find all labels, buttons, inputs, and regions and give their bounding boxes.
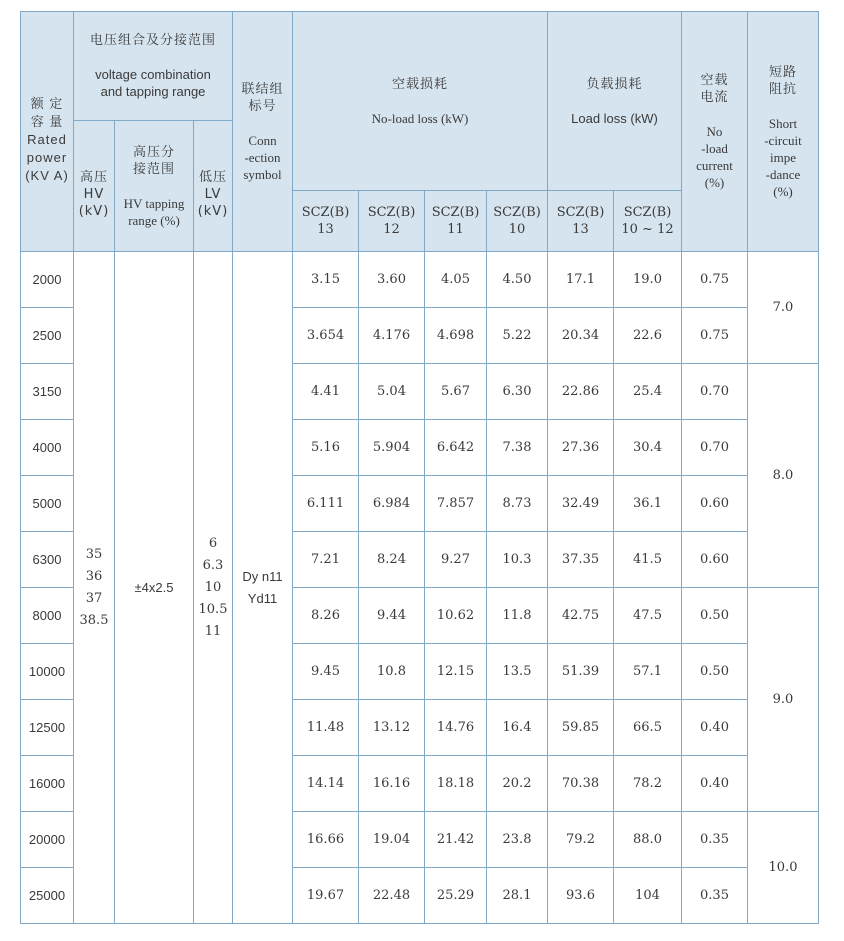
current-cell: 0.40: [682, 756, 748, 812]
nl12-cell: 9.44: [359, 588, 425, 644]
header-sub-ll13: SCZ(B) 13: [548, 191, 614, 252]
capacity-cell: 6300: [21, 532, 74, 588]
nl13-cell: 6.111: [293, 476, 359, 532]
nl11-cell: 4.05: [425, 252, 487, 308]
connection-values-cell: Dy n11 Yd11: [233, 252, 293, 924]
ll13-cell: 59.85: [548, 700, 614, 756]
header-load-loss-en: Load loss (kW): [571, 110, 658, 126]
header-hv-tapping: [115, 121, 194, 252]
header-noload-current-cn: 空载 电流: [700, 73, 729, 105]
header-sub-nl13: SCZ(B) 13: [293, 191, 359, 252]
ll13-cell: 32.49: [548, 476, 614, 532]
current-cell: 0.35: [682, 812, 748, 868]
header-voltage-combination: [74, 12, 233, 121]
ll13-cell: 93.6: [548, 868, 614, 924]
capacity-cell: 25000: [21, 868, 74, 924]
nl13-cell: 3.15: [293, 252, 359, 308]
ll13-cell: 17.1: [548, 252, 614, 308]
header-sub-ll1012: SCZ(B) 10 ~ 12: [614, 191, 682, 252]
header-hv: [74, 121, 115, 252]
header-rated-power: [21, 12, 74, 252]
impedance-cell: 7.0: [748, 252, 819, 364]
capacity-cell: 12500: [21, 700, 74, 756]
current-cell: 0.75: [682, 308, 748, 364]
header-noload-loss-en: No-load loss (kW): [371, 110, 469, 126]
ll1012-cell: 88.0: [614, 812, 682, 868]
current-cell: 0.40: [682, 700, 748, 756]
nl13-cell: 8.26: [293, 588, 359, 644]
capacity-cell: 16000: [21, 756, 74, 812]
header-connection-symbol: [233, 12, 293, 252]
header-load-loss-cn: 负载损耗: [586, 76, 643, 92]
nl10-cell: 28.1: [487, 868, 548, 924]
nl10-cell: 8.73: [487, 476, 548, 532]
nl10-cell: 7.38: [487, 420, 548, 476]
header-hv-tapping-en: HV tapping range (%): [123, 195, 185, 228]
header-sub-nl12: SCZ(B) 12: [359, 191, 425, 252]
ll13-cell: 27.36: [548, 420, 614, 476]
header-noload-loss-cn: 空载损耗: [391, 76, 448, 92]
current-cell: 0.60: [682, 532, 748, 588]
nl12-cell: 3.60: [359, 252, 425, 308]
nl10-cell: 23.8: [487, 812, 548, 868]
nl12-cell: 5.904: [359, 420, 425, 476]
nl10-cell: 10.3: [487, 532, 548, 588]
capacity-cell: 10000: [21, 644, 74, 700]
current-cell: 0.50: [682, 588, 748, 644]
ll1012-cell: 25.4: [614, 364, 682, 420]
ll1012-cell: 104: [614, 868, 682, 924]
ll1012-cell: 66.5: [614, 700, 682, 756]
header-noload-current: [682, 12, 748, 252]
header-hv-label: 高压 HV (kV): [78, 170, 110, 219]
current-cell: 0.75: [682, 252, 748, 308]
nl13-cell: 16.66: [293, 812, 359, 868]
impedance-cell: 10.0: [748, 812, 819, 924]
ll1012-cell: 41.5: [614, 532, 682, 588]
nl13-cell: 5.16: [293, 420, 359, 476]
ll13-cell: 79.2: [548, 812, 614, 868]
header-sub-nl10: SCZ(B) 10: [487, 191, 548, 252]
header-voltage-combination-cn: 电压组合及分接范围: [89, 33, 216, 48]
nl13-cell: 11.48: [293, 700, 359, 756]
ll13-cell: 20.34: [548, 308, 614, 364]
ll1012-cell: 19.0: [614, 252, 682, 308]
header-sub-nl11: SCZ(B) 11: [425, 191, 487, 252]
nl11-cell: 4.698: [425, 308, 487, 364]
nl11-cell: 12.15: [425, 644, 487, 700]
header-connection-cn: 联结组 标号: [241, 81, 284, 114]
header-lv-label: 低压 LV (kV): [197, 170, 229, 219]
current-cell: 0.70: [682, 420, 748, 476]
nl11-cell: 9.27: [425, 532, 487, 588]
nl12-cell: 16.16: [359, 756, 425, 812]
ll1012-cell: 47.5: [614, 588, 682, 644]
hv-values-cell: 35 36 37 38.5: [74, 252, 115, 924]
capacity-cell: 8000: [21, 588, 74, 644]
capacity-cell: 5000: [21, 476, 74, 532]
ll1012-cell: 78.2: [614, 756, 682, 812]
lv-values-cell: 6 6.3 10 10.5 11: [194, 252, 233, 924]
header-connection-en: Conn -ection symbol: [243, 132, 282, 182]
ll1012-cell: 57.1: [614, 644, 682, 700]
header-short-circuit-cn: 短路 阻抗: [768, 64, 797, 97]
nl10-cell: 11.8: [487, 588, 548, 644]
header-voltage-combination-en: voltage combination and tapping range: [95, 67, 211, 99]
capacity-cell: 4000: [21, 420, 74, 476]
nl11-cell: 21.42: [425, 812, 487, 868]
nl12-cell: 6.984: [359, 476, 425, 532]
nl12-cell: 10.8: [359, 644, 425, 700]
header-load-loss: [548, 12, 682, 191]
header-noload-loss: [293, 12, 548, 191]
current-cell: 0.35: [682, 868, 748, 924]
header-rated-power-label: 额 定 容 量 Rated power (KV A): [25, 96, 69, 183]
ll13-cell: 37.35: [548, 532, 614, 588]
ll13-cell: 22.86: [548, 364, 614, 420]
nl12-cell: 8.24: [359, 532, 425, 588]
ll1012-cell: 36.1: [614, 476, 682, 532]
header-noload-current-en: No -load current (%): [696, 124, 733, 190]
nl12-cell: 4.176: [359, 308, 425, 364]
capacity-cell: 20000: [21, 812, 74, 868]
nl12-cell: 13.12: [359, 700, 425, 756]
current-cell: 0.60: [682, 476, 748, 532]
nl11-cell: 14.76: [425, 700, 487, 756]
tapping-cell: ±4x2.5: [115, 252, 194, 924]
nl12-cell: 19.04: [359, 812, 425, 868]
ll1012-cell: 22.6: [614, 308, 682, 364]
current-cell: 0.70: [682, 364, 748, 420]
nl13-cell: 9.45: [293, 644, 359, 700]
nl11-cell: 7.857: [425, 476, 487, 532]
nl11-cell: 18.18: [425, 756, 487, 812]
nl13-cell: 19.67: [293, 868, 359, 924]
nl10-cell: 4.50: [487, 252, 548, 308]
nl12-cell: 22.48: [359, 868, 425, 924]
current-cell: 0.50: [682, 644, 748, 700]
impedance-cell: 9.0: [748, 588, 819, 812]
nl13-cell: 3.654: [293, 308, 359, 364]
nl10-cell: 6.30: [487, 364, 548, 420]
nl13-cell: 4.41: [293, 364, 359, 420]
header-short-circuit: [748, 12, 819, 252]
ll13-cell: 42.75: [548, 588, 614, 644]
ll13-cell: 51.39: [548, 644, 614, 700]
nl11-cell: 6.642: [425, 420, 487, 476]
header-hv-tapping-cn: 高压分 接范围: [132, 144, 175, 177]
header-lv: [194, 121, 233, 252]
ll13-cell: 70.38: [548, 756, 614, 812]
transformer-spec-table: [20, 11, 819, 924]
impedance-cell: 8.0: [748, 364, 819, 588]
nl10-cell: 5.22: [487, 308, 548, 364]
nl10-cell: 20.2: [487, 756, 548, 812]
nl10-cell: 16.4: [487, 700, 548, 756]
nl11-cell: 10.62: [425, 588, 487, 644]
nl13-cell: 14.14: [293, 756, 359, 812]
nl11-cell: 25.29: [425, 868, 487, 924]
nl13-cell: 7.21: [293, 532, 359, 588]
table-row: [21, 252, 819, 308]
nl12-cell: 5.04: [359, 364, 425, 420]
capacity-cell: 2500: [21, 308, 74, 364]
nl10-cell: 13.5: [487, 644, 548, 700]
capacity-cell: 3150: [21, 364, 74, 420]
ll1012-cell: 30.4: [614, 420, 682, 476]
capacity-cell: 2000: [21, 252, 74, 308]
header-short-circuit-en: Short -circuit impe -dance (%): [764, 115, 802, 199]
nl11-cell: 5.67: [425, 364, 487, 420]
